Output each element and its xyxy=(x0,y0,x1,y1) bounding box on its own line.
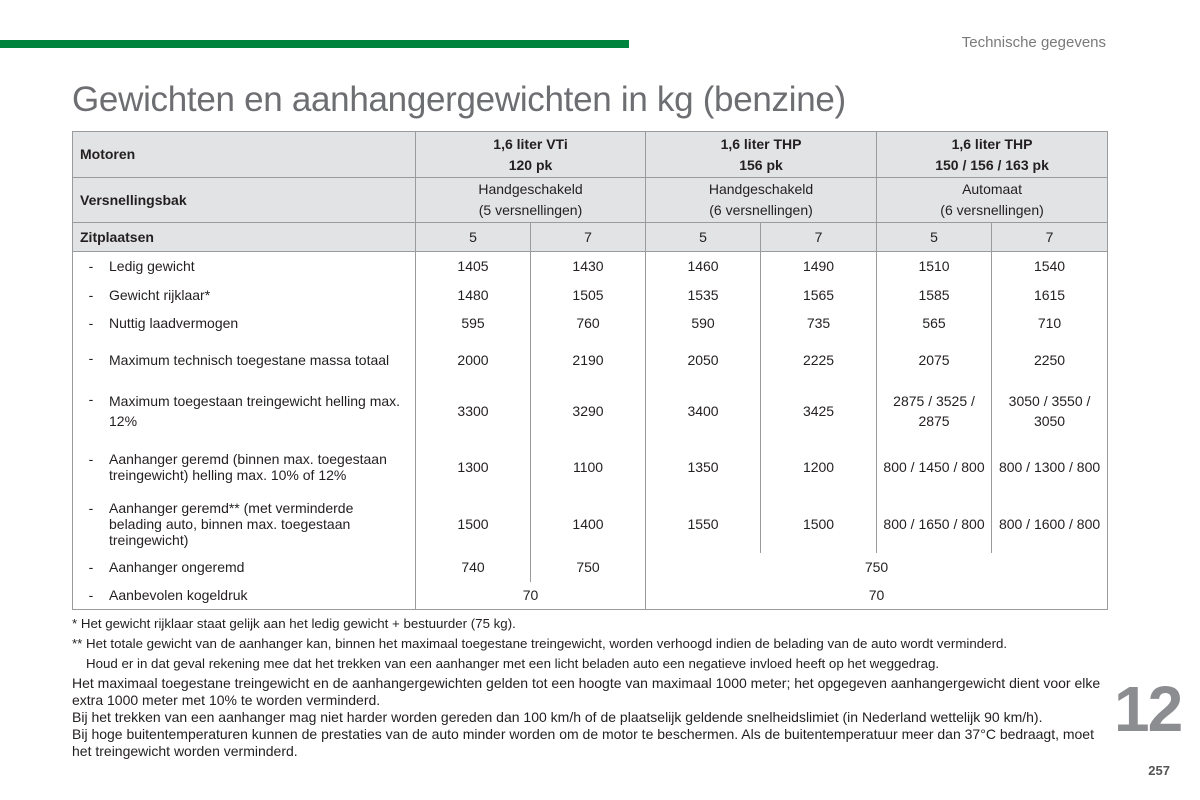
value-cell: 800 / 1600 / 800 xyxy=(992,496,1108,553)
footnotes xyxy=(72,614,1112,674)
table-row xyxy=(73,553,1108,582)
value-cell: 3400 xyxy=(646,383,761,439)
body-text xyxy=(72,675,1110,760)
value-cell: 2190 xyxy=(531,337,646,383)
value-cell: 2225 xyxy=(761,337,877,383)
seat-count: 5 xyxy=(877,223,992,252)
paragraph: Het maximaal toegestane treingewicht en de aanhangergewichten gelden tot een hoogte van maximaal 1000 meter; het opgegeven aanhangergewicht dient voor elke extra 1000 meter met 10% te worden verminderd. xyxy=(72,675,1101,708)
value-cell: 1460 xyxy=(646,252,761,281)
row-label: Motoren xyxy=(73,132,416,178)
weights-table xyxy=(72,131,1108,610)
value-cell: 565 xyxy=(877,309,992,337)
value-cell: 1550 xyxy=(646,496,761,553)
row-label: - Ledig gewicht xyxy=(73,252,416,281)
table-row xyxy=(73,496,1108,553)
engine-header: 1,6 liter THP 150 / 156 / 163 pk xyxy=(877,132,1108,178)
row-motoren xyxy=(73,132,1108,178)
footnote: * Het gewicht rijklaar staat gelijk aan het ledig gewicht + bestuurder (75 kg). xyxy=(72,616,516,631)
value-cell: 3050 / 3550 / 3050 xyxy=(992,383,1108,439)
row-label: - Aanhanger geremd** (met verminderde belading auto, binnen max. toegestaan treingewicht) xyxy=(73,496,416,553)
value-cell: 1430 xyxy=(531,252,646,281)
value-cell: 1500 xyxy=(761,496,877,553)
row-label: - Maximum toegestaan treingewicht helling max. 12% xyxy=(73,383,416,439)
footnote: ** Het totale gewicht van de aanhanger kan, binnen het maximaal toegestane treingewicht, worden verhoogd indien de belading van de auto wordt verminderd. xyxy=(72,636,1008,651)
gearbox-header: Automaat (6 versnellingen) xyxy=(877,178,1108,223)
value-cell: 1510 xyxy=(877,252,992,281)
value-cell: 2875 / 3525 / 2875 xyxy=(877,383,992,439)
page-number: 257 xyxy=(1148,763,1170,778)
value-cell: 740 xyxy=(416,553,531,582)
value-cell-merged: 750 xyxy=(646,553,1108,582)
engine-header: 1,6 liter THP 156 pk xyxy=(646,132,877,178)
chapter-number: 12 xyxy=(1114,673,1182,745)
value-cell: 1540 xyxy=(992,252,1108,281)
engine-header: 1,6 liter VTi 120 pk xyxy=(416,132,646,178)
value-cell: 1480 xyxy=(416,281,531,309)
value-cell: 1350 xyxy=(646,439,761,496)
value-cell: 1615 xyxy=(992,281,1108,309)
row-label: Zitplaatsen xyxy=(73,223,416,252)
table-row xyxy=(73,281,1108,309)
gearbox-header: Handgeschakeld (6 versnellingen) xyxy=(646,178,877,223)
row-label: - Aanhanger ongeremd xyxy=(73,553,416,582)
value-cell: 1400 xyxy=(531,496,646,553)
row-versnellingsbak xyxy=(73,178,1108,223)
footnote: Houd er in dat geval rekening mee dat het trekken van een aanhanger met een licht beladen auto een negatieve invloed heeft op het weggedrag. xyxy=(86,656,940,671)
value-cell-merged: 70 xyxy=(416,582,646,610)
value-cell: 3290 xyxy=(531,383,646,439)
value-cell: 1505 xyxy=(531,281,646,309)
value-cell: 3300 xyxy=(416,383,531,439)
value-cell: 1200 xyxy=(761,439,877,496)
value-cell: 1565 xyxy=(761,281,877,309)
value-cell-merged: 70 xyxy=(646,582,1108,610)
value-cell: 1500 xyxy=(416,496,531,553)
value-cell: 3425 xyxy=(761,383,877,439)
row-label: - Aanhanger geremd (binnen max. toegestaan treingewicht) helling max. 10% of 12% xyxy=(73,439,416,496)
value-cell: 2075 xyxy=(877,337,992,383)
value-cell: 800 / 1650 / 800 xyxy=(877,496,992,553)
page-title: Gewichten en aanhangergewichten in kg (benzine) xyxy=(72,80,846,119)
seat-count: 5 xyxy=(416,223,531,252)
value-cell: 2000 xyxy=(416,337,531,383)
gearbox-header: Handgeschakeld (5 versnellingen) xyxy=(416,178,646,223)
paragraph: Bij hoge buitentemperaturen kunnen de prestaties van de auto minder worden om de motor te beschermen. Als de buitentemperatuur meer dan 37°C bedraagt, moet het treingewicht worden verminderd. xyxy=(72,726,1094,759)
value-cell: 1535 xyxy=(646,281,761,309)
value-cell: 2050 xyxy=(646,337,761,383)
value-cell: 760 xyxy=(531,309,646,337)
row-label: - Aanbevolen kogeldruk xyxy=(73,582,416,610)
row-label: Versnellingsbak xyxy=(73,178,416,223)
value-cell: 1300 xyxy=(416,439,531,496)
value-cell: 1100 xyxy=(531,439,646,496)
value-cell: 595 xyxy=(416,309,531,337)
row-label: - Maximum technisch toegestane massa totaal xyxy=(73,337,416,383)
value-cell: 735 xyxy=(761,309,877,337)
value-cell: 800 / 1300 / 800 xyxy=(992,439,1108,496)
row-label: - Nuttig laadvermogen xyxy=(73,309,416,337)
seat-count: 7 xyxy=(531,223,646,252)
table-row xyxy=(73,252,1108,281)
table-row xyxy=(73,337,1108,383)
value-cell: 590 xyxy=(646,309,761,337)
seat-count: 5 xyxy=(646,223,761,252)
table-row xyxy=(73,439,1108,496)
row-label: - Gewicht rijklaar* xyxy=(73,281,416,309)
value-cell: 2250 xyxy=(992,337,1108,383)
paragraph: Bij het trekken van een aanhanger mag niet harder worden gereden dan 100 km/h of de plaatselijk geldende snelheidslimiet (in Nederland wettelijk 90 km/h). xyxy=(72,709,1043,725)
section-label: Technische gegevens xyxy=(961,34,1106,51)
table-row xyxy=(73,309,1108,337)
seat-count: 7 xyxy=(761,223,877,252)
row-zitplaatsen xyxy=(73,223,1108,252)
value-cell: 750 xyxy=(531,553,646,582)
seat-count: 7 xyxy=(992,223,1108,252)
table-row xyxy=(73,582,1108,610)
value-cell: 1490 xyxy=(761,252,877,281)
value-cell: 1405 xyxy=(416,252,531,281)
value-cell: 800 / 1450 / 800 xyxy=(877,439,992,496)
value-cell: 710 xyxy=(992,309,1108,337)
header-accent-bar xyxy=(0,40,629,48)
table-row xyxy=(73,383,1108,439)
value-cell: 1585 xyxy=(877,281,992,309)
